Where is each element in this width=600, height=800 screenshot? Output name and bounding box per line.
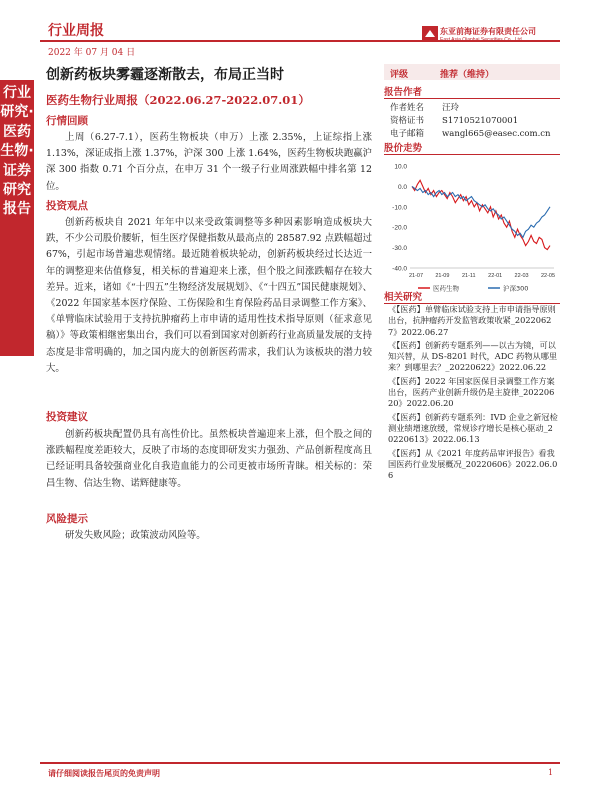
- section-text-suggest: 创新药板块配置仍具有高性价比。虽然板块普遍迎来上涨，但个股之间的涨跌幅程度差距较大，反映了市场的态度即研发实力强劲、产品创新程度高且已经证明具备较强商业化自我造血能力的公司更被市场所青睐。相关标的：荣昌生物、信达生物、诺辉健康等。: [46, 429, 372, 489]
- y-tick-label: -20.0: [392, 224, 407, 232]
- y-tick-label: -10.0: [392, 204, 407, 212]
- x-tick-label: 22-03: [514, 273, 529, 279]
- vertical-sidebar: [0, 80, 34, 356]
- rating-value: 推荐（维持）: [440, 70, 495, 80]
- sidebar-text: 行业研究·医药生物·证券研究报告: [0, 85, 34, 218]
- section-heading-risk: 风险提示: [46, 513, 88, 525]
- chart-heading: 股价走势: [384, 143, 423, 154]
- section-heading-review: 行情回顾: [46, 115, 88, 127]
- section-text-risk: 研发失败风险；政策波动风险等。: [65, 530, 206, 541]
- related-heading: 相关研究: [384, 292, 423, 303]
- page-title: 创新药板块雾霾逐渐散去，布局正当时: [46, 67, 284, 83]
- y-tick-label: -30.0: [392, 245, 407, 253]
- report-type: 行业周报: [48, 23, 104, 39]
- chart-heading-rule: [384, 154, 560, 155]
- x-tick-label: 22-01: [488, 273, 503, 279]
- logo-cn-name: 东亚前海证券有限责任公司: [440, 27, 536, 36]
- section-text-review: 上周（6.27-7.1），医药生物板块（申万）上涨 2.35%，上证综指上涨 1.13%，深证成指上涨 1.37%，沪深 300 上涨 1.64%，医药生物板块跑赢沪深 300 指数 0.71 个百分点，在申万 31 个一级子行业周涨跌幅中排名第 12 位。: [46, 132, 372, 192]
- analyst-heading-rule: [384, 98, 560, 99]
- section-text-view: 创新药板块自 2021 年年中以来受政策调整等多种因素影响造成板块大跌，不少公司股价腰斩，恒生医疗保健指数从最高点的 28587.92 点跌幅超过 67%，引起市场普遍悲观情绪。最近随着板块轮动，创新药板块经过长达近一年的调整迎来估值修复，相关标的普遍迎来上涨，但个股之间涨跌幅存在较大差异。近来，诸如《“十四五”生物经济发展规划》、《“十四五”国民健康规划》、《2022 年国家基本医疗保险、工伤保险和生育保险药品目录调整工作方案》、《单臂临床试验用于支持抗肿瘤药上市申请的适用性技术指导原则（征求意见稿）》等政策相继密集出台，我们可以看到国家对创新药行业高质量发展的支持态度是非常明确的，加之国内庞大的创新医药需求，我们认为该板块的潜力较大。: [46, 217, 372, 374]
- footer-disclaimer: 请仔细阅读报告尾页的免责声明: [48, 768, 160, 778]
- related-item[interactable]: 《【医药】从《2021 年度药品审评报告》看我国医药行业发展概况_20220606》2022.06.06: [388, 447, 558, 481]
- legend-label-1: 沪深300: [503, 284, 529, 293]
- legend-label-0: 医药生物: [433, 284, 459, 293]
- page-subtitle: 医药生物行业周报（2022.06.27-2022.07.01）: [46, 93, 310, 107]
- header-rule: [40, 40, 560, 42]
- related-item[interactable]: 《【医药】创新药专题系列：IVD 企业之新冠检测业绩增速放缓，常规诊疗增长是核心驱动_20220613》2022.06.13: [388, 411, 558, 445]
- y-tick-label: 0.0: [397, 183, 407, 191]
- y-tick-label: -40.0: [392, 265, 407, 273]
- series-line-1: [412, 186, 550, 237]
- related-item[interactable]: 《【医药】单臂临床试验支持上市申请指导原则出台，抗肿瘤药开发监管政策收紧_20220627》2022.06.27: [388, 304, 556, 337]
- page-number: 1: [548, 768, 554, 777]
- rating-box: [384, 64, 560, 80]
- related-list: [388, 304, 558, 483]
- x-tick-label: 21-11: [461, 273, 476, 279]
- rating-label: 评级: [390, 70, 409, 80]
- series-line-0: [412, 180, 550, 249]
- section-heading-view: 投资观点: [46, 200, 88, 212]
- x-tick-label: 22-05: [540, 273, 556, 279]
- analyst-row-cert: 资格证书 S1710521070001: [390, 116, 519, 126]
- stock-trend-chart: [384, 158, 560, 308]
- footer-rule: [40, 762, 560, 764]
- report-date: 2022 年 07 月 04 日: [48, 48, 136, 58]
- company-logo: [422, 26, 562, 46]
- section-heading-suggest: 投资建议: [46, 411, 88, 423]
- analyst-row-name: 作者姓名 汪玲: [390, 103, 460, 113]
- x-tick-label: 21-07: [408, 273, 424, 279]
- analyst-row-email: 电子邮箱 wangl665@easec.com.cn: [390, 129, 551, 139]
- related-item[interactable]: 《【医药】2022 年国家医保目录调整工作方案出台，医药产业创新升级仍是主旋律_20220620》2022.06.20: [388, 375, 555, 409]
- analyst-heading: 报告作者: [384, 87, 423, 98]
- y-tick-label: 10.0: [394, 163, 407, 171]
- related-item[interactable]: 《【医药】创新药专题系列——以古为镜，可以知兴替，从 DS-8201 时代，ADC 药物从哪里来？到哪里去？_20220622》2022.06.22: [388, 339, 558, 373]
- x-tick-label: 21-09: [435, 273, 450, 279]
